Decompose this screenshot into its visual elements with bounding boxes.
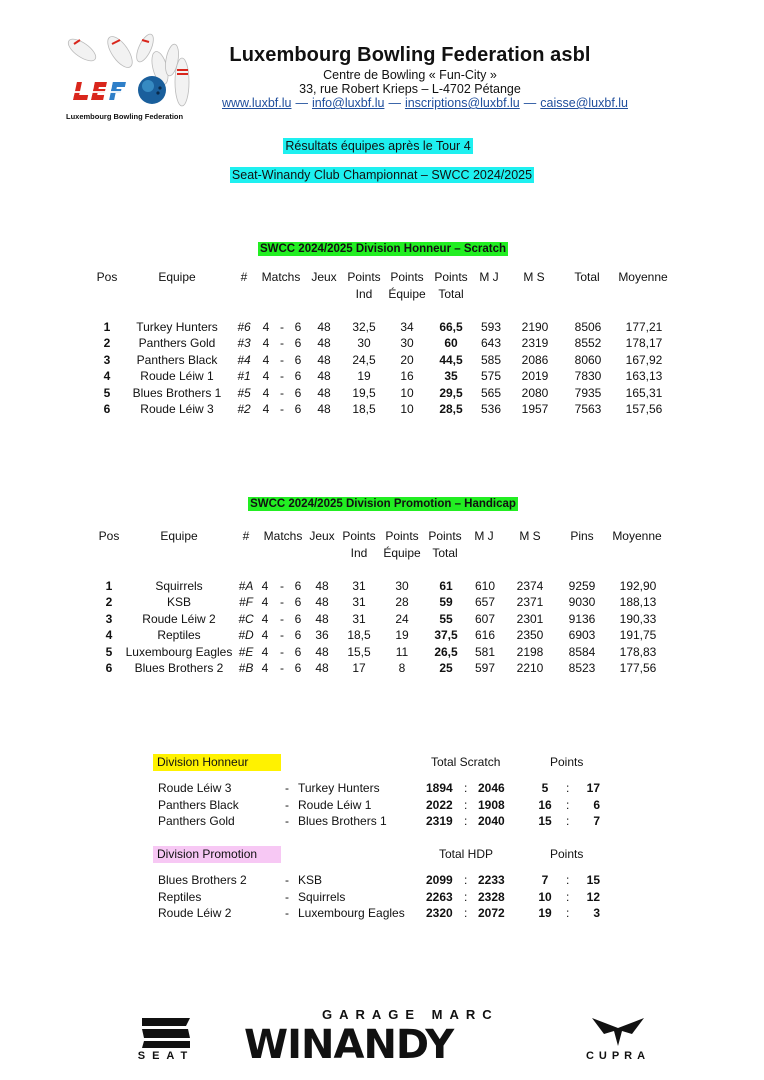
table-cell-ml: 6 xyxy=(294,579,302,593)
table-cell-mw: 4 xyxy=(261,611,269,626)
table-cell-pos: 6 xyxy=(103,402,111,416)
column-header-sub: Équipe xyxy=(388,287,426,301)
match-away-team: Squirrels xyxy=(298,889,346,904)
table-cell-jeux: 36 xyxy=(315,628,329,643)
table-cell-pts-total: 28,5 xyxy=(439,402,463,416)
table-cell-team: Roude Léiw 2 xyxy=(142,611,216,626)
table-cell-dash: - xyxy=(280,644,284,659)
table-cell-ms: 2190 xyxy=(521,320,549,334)
points-home: 10 xyxy=(538,889,552,904)
table-cell-moy: 163,13 xyxy=(625,369,663,384)
honneur-standings-table xyxy=(0,270,764,430)
points-home: 19 xyxy=(538,906,552,920)
table-cell-jeux: 48 xyxy=(315,611,329,626)
column-header: Equipe xyxy=(158,270,196,284)
table-cell-team: Blues Brothers 2 xyxy=(134,661,224,675)
table-cell-ml: 6 xyxy=(294,661,302,675)
table-cell-pts-ind: 19 xyxy=(357,369,371,384)
inscriptions-email-link[interactable]: inscriptions@luxbf.lu xyxy=(404,96,520,110)
score-away: 2040 xyxy=(478,814,505,828)
table-cell-pos: 2 xyxy=(105,595,113,610)
table-cell-pts-total: 25 xyxy=(439,661,453,675)
points-away: 3 xyxy=(593,906,600,920)
match-dash: - xyxy=(285,797,289,812)
table-cell-pts-total: 37,5 xyxy=(434,628,458,643)
table-cell-total: 8584 xyxy=(568,644,596,659)
table-cell-ms: 2086 xyxy=(521,352,549,367)
table-cell-total: 8060 xyxy=(574,352,602,367)
table-cell-mj: 607 xyxy=(474,611,496,626)
table-cell-pts-eq: 28 xyxy=(395,595,409,610)
table-cell-pos: 1 xyxy=(103,320,111,334)
table-cell-ms: 2019 xyxy=(521,369,549,384)
cupra-emblem-icon xyxy=(566,1012,670,1048)
column-header-sub: Ind xyxy=(355,287,373,301)
table-cell-pts-ind: 17 xyxy=(352,661,366,675)
honneur-title: SWCC 2024/2025 Division Honneur – Scratch xyxy=(259,243,507,255)
column-header: M J xyxy=(479,270,499,284)
score-colon: : xyxy=(464,781,468,795)
table-cell-mj: 597 xyxy=(474,661,496,675)
table-cell-num: #1 xyxy=(237,369,251,384)
table-cell-pts-total: 44,5 xyxy=(439,352,463,367)
table-cell-pts-ind: 32,5 xyxy=(352,320,376,334)
score-away: 1908 xyxy=(478,797,505,812)
match-away-team: Blues Brothers 1 xyxy=(298,814,387,828)
table-cell-dash: - xyxy=(280,320,284,334)
lbf-logo xyxy=(60,30,196,124)
table-cell-moy: 177,56 xyxy=(619,661,657,675)
match-home-team: Reptiles xyxy=(158,889,202,904)
column-header: M S xyxy=(519,529,541,543)
link-separator: — xyxy=(388,96,401,110)
table-cell-pts-eq: 34 xyxy=(400,320,414,334)
table-cell-pts-ind: 18,5 xyxy=(352,402,376,416)
table-cell-total: 6903 xyxy=(568,628,596,643)
table-cell-mj: 657 xyxy=(474,595,496,610)
table-cell-dash: - xyxy=(280,628,284,643)
table-cell-ml: 6 xyxy=(294,402,302,416)
points-away: 12 xyxy=(586,889,600,904)
points-home: 16 xyxy=(538,797,552,812)
table-cell-pts-total: 35 xyxy=(444,369,458,384)
table-cell-pts-total: 29,5 xyxy=(439,385,463,400)
column-header: Points xyxy=(390,270,424,284)
table-cell-ms: 2371 xyxy=(516,595,544,610)
table-cell-num: #B xyxy=(238,661,254,675)
championship-title: Seat-Winandy Club Championnat – SWCC 2024/2025 xyxy=(231,168,533,182)
cupra-wordmark: CUPRA xyxy=(585,1050,651,1062)
results-title: Résultats équipes après le Tour 4 xyxy=(285,139,471,153)
table-cell-mw: 4 xyxy=(262,352,270,367)
total-label: Total Scratch xyxy=(431,755,501,769)
table-cell-dash: - xyxy=(280,352,284,367)
table-cell-total: 8506 xyxy=(574,320,602,334)
table-cell-mw: 4 xyxy=(262,402,270,416)
table-cell-ml: 6 xyxy=(294,628,302,643)
table-cell-jeux: 48 xyxy=(317,402,331,416)
table-cell-mj: 593 xyxy=(480,320,502,334)
table-cell-team: Roude Léiw 1 xyxy=(140,369,214,384)
match-home-team: Roude Léiw 3 xyxy=(158,781,232,795)
seat-s-icon xyxy=(124,1012,208,1050)
bowling-pins-icon xyxy=(60,30,196,110)
table-cell-num: #E xyxy=(238,644,254,659)
address-line: 33, rue Robert Krieps – L-4702 Pétange xyxy=(299,82,521,96)
table-cell-jeux: 48 xyxy=(317,336,331,351)
score-home: 2263 xyxy=(426,889,453,904)
championship-title-row xyxy=(0,166,764,184)
table-cell-moy: 167,92 xyxy=(625,352,663,367)
table-cell-total: 8523 xyxy=(568,661,596,675)
column-header-sub: Ind xyxy=(350,546,368,560)
score-colon: : xyxy=(464,873,468,887)
table-cell-pts-eq: 30 xyxy=(400,336,414,351)
division-label-text: Division Promotion xyxy=(153,846,281,863)
table-cell-num: #F xyxy=(238,595,253,610)
venue-line: Centre de Bowling « Fun-City » xyxy=(323,68,497,82)
table-cell-jeux: 48 xyxy=(315,644,329,659)
column-header-sub: Total xyxy=(432,546,458,560)
table-cell-num: #D xyxy=(238,628,254,643)
table-cell-pts-ind: 30 xyxy=(357,336,371,351)
match-away-team: Luxembourg Eagles xyxy=(298,906,405,920)
column-header: Points xyxy=(342,529,376,543)
table-cell-moy: 192,90 xyxy=(619,579,657,593)
division-label-text: Division Honneur xyxy=(153,754,281,771)
org-title: Luxembourg Bowling Federation asbl xyxy=(229,44,591,66)
column-header: Matchs xyxy=(263,529,303,543)
points-colon: : xyxy=(566,906,570,920)
website-link[interactable]: www.luxbf.lu xyxy=(222,96,292,110)
column-header: Pos xyxy=(98,529,120,543)
table-cell-moy: 165,31 xyxy=(625,385,663,400)
table-cell-num: #4 xyxy=(237,352,251,367)
column-header: M S xyxy=(523,270,545,284)
score-colon: : xyxy=(464,889,468,904)
table-cell-dash: - xyxy=(280,402,284,416)
match-dash: - xyxy=(285,873,289,887)
table-cell-team: Turkey Hunters xyxy=(136,320,218,334)
points-away: 17 xyxy=(586,781,600,795)
points-home: 5 xyxy=(541,781,549,795)
table-cell-ms: 2080 xyxy=(521,385,549,400)
table-cell-total: 7563 xyxy=(574,402,602,416)
points-colon: : xyxy=(566,781,570,795)
table-cell-total: 7830 xyxy=(574,369,602,384)
table-cell-total: 9136 xyxy=(568,611,596,626)
table-cell-pts-eq: 24 xyxy=(395,611,409,626)
match-home-team: Panthers Black xyxy=(158,797,239,812)
table-cell-pts-ind: 24,5 xyxy=(352,352,376,367)
score-colon: : xyxy=(464,814,468,828)
table-cell-pts-eq: 11 xyxy=(395,644,409,659)
table-cell-dash: - xyxy=(280,661,284,675)
score-colon: : xyxy=(464,906,468,920)
division-label xyxy=(153,754,281,771)
points-colon: : xyxy=(566,814,570,828)
link-separator: — xyxy=(295,96,308,110)
column-header: Total xyxy=(574,270,600,284)
winandy-logo xyxy=(244,1008,534,1068)
table-cell-moy: 190,33 xyxy=(619,611,657,626)
honneur-title-row xyxy=(1,239,764,257)
table-cell-num: #3 xyxy=(237,336,251,351)
table-cell-pts-total: 61 xyxy=(439,579,453,593)
points-label: Points xyxy=(550,755,584,769)
table-cell-ml: 6 xyxy=(294,611,302,626)
table-cell-jeux: 48 xyxy=(315,595,329,610)
table-cell-pos: 3 xyxy=(105,611,113,626)
table-cell-ml: 6 xyxy=(294,336,302,351)
table-cell-mw: 4 xyxy=(261,595,269,610)
match-dash: - xyxy=(285,814,289,828)
table-cell-pos: 1 xyxy=(105,579,113,593)
table-cell-mw: 4 xyxy=(261,579,269,593)
table-cell-total: 9030 xyxy=(568,595,596,610)
total-label: Total HDP xyxy=(439,847,494,861)
column-header: # xyxy=(242,529,250,543)
points-colon: : xyxy=(566,797,570,812)
column-header: Points xyxy=(428,529,462,543)
score-home: 2319 xyxy=(426,814,453,828)
match-away-team: Turkey Hunters xyxy=(298,781,380,795)
match-away-team: Roude Léiw 1 xyxy=(298,797,372,812)
table-cell-pts-eq: 30 xyxy=(395,579,409,593)
table-cell-mw: 4 xyxy=(262,320,270,334)
table-cell-pos: 4 xyxy=(105,628,113,643)
match-home-team: Blues Brothers 2 xyxy=(158,873,247,887)
table-cell-ml: 6 xyxy=(294,644,302,659)
points-colon: : xyxy=(566,889,570,904)
table-cell-num: #5 xyxy=(237,385,251,400)
table-cell-pts-eq: 16 xyxy=(400,369,414,384)
table-cell-pts-ind: 19,5 xyxy=(352,385,376,400)
column-header: Points xyxy=(385,529,419,543)
table-cell-mj: 643 xyxy=(480,336,502,351)
table-cell-moy: 191,75 xyxy=(619,628,657,643)
match-away-team: KSB xyxy=(298,873,323,887)
logo-caption: Luxembourg Bowling Federation xyxy=(66,112,184,121)
score-away: 2072 xyxy=(478,906,505,920)
column-header-sub: Total xyxy=(438,287,464,301)
link-separator: — xyxy=(523,96,537,110)
column-header: Points xyxy=(434,270,468,284)
division-label xyxy=(153,846,281,863)
column-header: Jeux xyxy=(309,529,335,543)
table-cell-pts-eq: 10 xyxy=(400,385,414,400)
promotion-title-row xyxy=(1,494,764,512)
table-cell-ms: 2301 xyxy=(516,611,544,626)
table-cell-moy: 178,17 xyxy=(625,336,663,351)
score-home: 2320 xyxy=(426,906,453,920)
table-cell-ml: 6 xyxy=(294,385,302,400)
info-email-link[interactable]: info@luxbf.lu xyxy=(311,96,385,110)
table-cell-pts-total: 55 xyxy=(439,611,453,626)
match-home-team: Panthers Gold xyxy=(158,814,235,828)
column-header: Pins xyxy=(570,529,594,543)
table-cell-ms: 2210 xyxy=(516,661,544,675)
points-home: 7 xyxy=(541,873,549,887)
table-cell-team: Panthers Black xyxy=(136,352,218,367)
table-cell-ms: 1957 xyxy=(521,402,549,416)
table-cell-mj: 575 xyxy=(480,369,502,384)
table-cell-jeux: 48 xyxy=(315,579,329,593)
table-cell-ms: 2374 xyxy=(516,579,544,593)
table-cell-pts-total: 66,5 xyxy=(439,320,463,334)
table-cell-pts-eq: 10 xyxy=(400,402,414,416)
table-cell-team: Panthers Gold xyxy=(138,336,216,351)
table-cell-mw: 4 xyxy=(262,369,270,384)
table-cell-mj: 536 xyxy=(480,402,502,416)
garage-marc-text: GARAGE MARC xyxy=(322,1007,499,1022)
column-header: Equipe xyxy=(160,529,198,543)
table-cell-pts-ind: 31 xyxy=(352,595,366,610)
match-dash: - xyxy=(285,781,289,795)
points-away: 15 xyxy=(586,873,600,887)
caisse-email-link[interactable]: caisse@luxbf.lu xyxy=(540,96,628,110)
column-header: Points xyxy=(347,270,381,284)
seat-logo xyxy=(124,1012,208,1064)
table-cell-ms: 2198 xyxy=(516,644,544,659)
table-cell-dash: - xyxy=(280,579,284,593)
table-cell-ml: 6 xyxy=(294,595,302,610)
column-header: # xyxy=(240,270,248,284)
column-header: Jeux xyxy=(311,270,337,284)
table-cell-team: KSB xyxy=(166,595,191,610)
table-cell-mj: 565 xyxy=(480,385,502,400)
table-cell-total: 8552 xyxy=(574,336,602,351)
score-home: 1894 xyxy=(426,781,453,795)
table-cell-dash: - xyxy=(280,336,284,351)
table-cell-team: Luxembourg Eagles xyxy=(125,644,233,659)
table-cell-mj: 585 xyxy=(480,352,502,367)
points-away: 7 xyxy=(593,814,600,828)
promotion-standings-table xyxy=(0,529,764,689)
table-cell-ml: 6 xyxy=(294,320,302,334)
match-home-team: Roude Léiw 2 xyxy=(158,906,232,920)
table-cell-mw: 4 xyxy=(262,336,270,351)
table-cell-pts-eq: 8 xyxy=(398,661,406,675)
table-cell-jeux: 48 xyxy=(317,385,331,400)
table-cell-ms: 2319 xyxy=(521,336,549,351)
table-cell-moy: 178,83 xyxy=(619,644,657,659)
table-cell-total: 9259 xyxy=(568,579,596,593)
table-cell-dash: - xyxy=(280,369,284,384)
column-header: Moyenne xyxy=(618,270,668,284)
table-cell-pos: 5 xyxy=(105,644,113,659)
match-dash: - xyxy=(285,889,289,904)
table-cell-moy: 177,21 xyxy=(625,320,663,334)
table-cell-jeux: 48 xyxy=(315,661,329,675)
table-cell-pts-total: 60 xyxy=(444,336,458,351)
table-cell-pos: 6 xyxy=(105,661,113,675)
table-cell-team: Reptiles xyxy=(157,628,201,643)
table-cell-mw: 4 xyxy=(262,385,270,400)
table-cell-mw: 4 xyxy=(261,628,269,643)
table-cell-pts-ind: 18,5 xyxy=(347,628,371,643)
column-header-sub: Équipe xyxy=(383,546,421,560)
score-away: 2328 xyxy=(478,889,505,904)
table-cell-moy: 188,13 xyxy=(619,595,657,610)
score-away: 2046 xyxy=(478,781,505,795)
table-cell-total: 7935 xyxy=(574,385,602,400)
table-cell-ms: 2350 xyxy=(516,628,544,643)
table-cell-dash: - xyxy=(280,595,284,610)
winandy-wordmark: WINANDY xyxy=(244,1022,454,1068)
table-cell-ml: 6 xyxy=(294,352,302,367)
table-cell-pts-eq: 19 xyxy=(395,628,409,643)
table-cell-jeux: 48 xyxy=(317,352,331,367)
points-away: 6 xyxy=(593,797,600,812)
table-cell-ml: 6 xyxy=(294,369,302,384)
table-cell-mj: 610 xyxy=(474,579,496,593)
table-cell-dash: - xyxy=(280,611,284,626)
table-cell-mj: 616 xyxy=(474,628,496,643)
score-colon: : xyxy=(464,797,468,812)
table-cell-team: Roude Léiw 3 xyxy=(140,402,214,416)
column-header: Pos xyxy=(96,270,118,284)
seat-wordmark: SEAT xyxy=(137,1050,195,1062)
score-home: 2099 xyxy=(426,873,453,887)
table-cell-mw: 4 xyxy=(261,644,269,659)
table-cell-pts-ind: 15,5 xyxy=(347,644,371,659)
table-cell-mw: 4 xyxy=(261,661,269,675)
table-cell-team: Squirrels xyxy=(155,579,203,593)
table-cell-mj: 581 xyxy=(474,644,496,659)
table-cell-num: #6 xyxy=(237,320,251,334)
table-cell-num: #A xyxy=(238,579,254,593)
table-cell-num: #C xyxy=(238,611,254,626)
score-home: 2022 xyxy=(426,797,453,812)
promotion-title: SWCC 2024/2025 Division Promotion – Handicap xyxy=(250,498,516,510)
table-cell-pos: 3 xyxy=(103,352,111,367)
match-dash: - xyxy=(285,906,289,920)
table-cell-pts-ind: 31 xyxy=(352,611,366,626)
cupra-logo xyxy=(566,1012,670,1064)
table-cell-pts-total: 59 xyxy=(439,595,453,610)
column-header: M J xyxy=(474,529,494,543)
table-cell-pts-eq: 20 xyxy=(400,352,414,367)
contact-links xyxy=(200,96,650,110)
table-cell-num: #2 xyxy=(237,402,251,416)
table-cell-pts-total: 26,5 xyxy=(434,644,458,659)
column-header: Moyenne xyxy=(612,529,662,543)
match-results xyxy=(0,752,764,932)
results-title-row xyxy=(0,137,760,155)
table-cell-pos: 2 xyxy=(103,336,111,351)
points-home: 15 xyxy=(538,814,552,828)
table-cell-pos: 4 xyxy=(103,369,111,384)
table-cell-dash: - xyxy=(280,385,284,400)
table-cell-moy: 157,56 xyxy=(625,402,663,416)
table-cell-jeux: 48 xyxy=(317,369,331,384)
column-header: Matchs xyxy=(261,270,301,284)
table-cell-jeux: 48 xyxy=(317,320,331,334)
table-cell-pts-ind: 31 xyxy=(352,579,366,593)
points-label: Points xyxy=(550,847,584,861)
points-colon: : xyxy=(566,873,570,887)
score-away: 2233 xyxy=(478,873,505,887)
table-cell-pos: 5 xyxy=(103,385,111,400)
table-cell-team: Blues Brothers 1 xyxy=(132,385,222,400)
